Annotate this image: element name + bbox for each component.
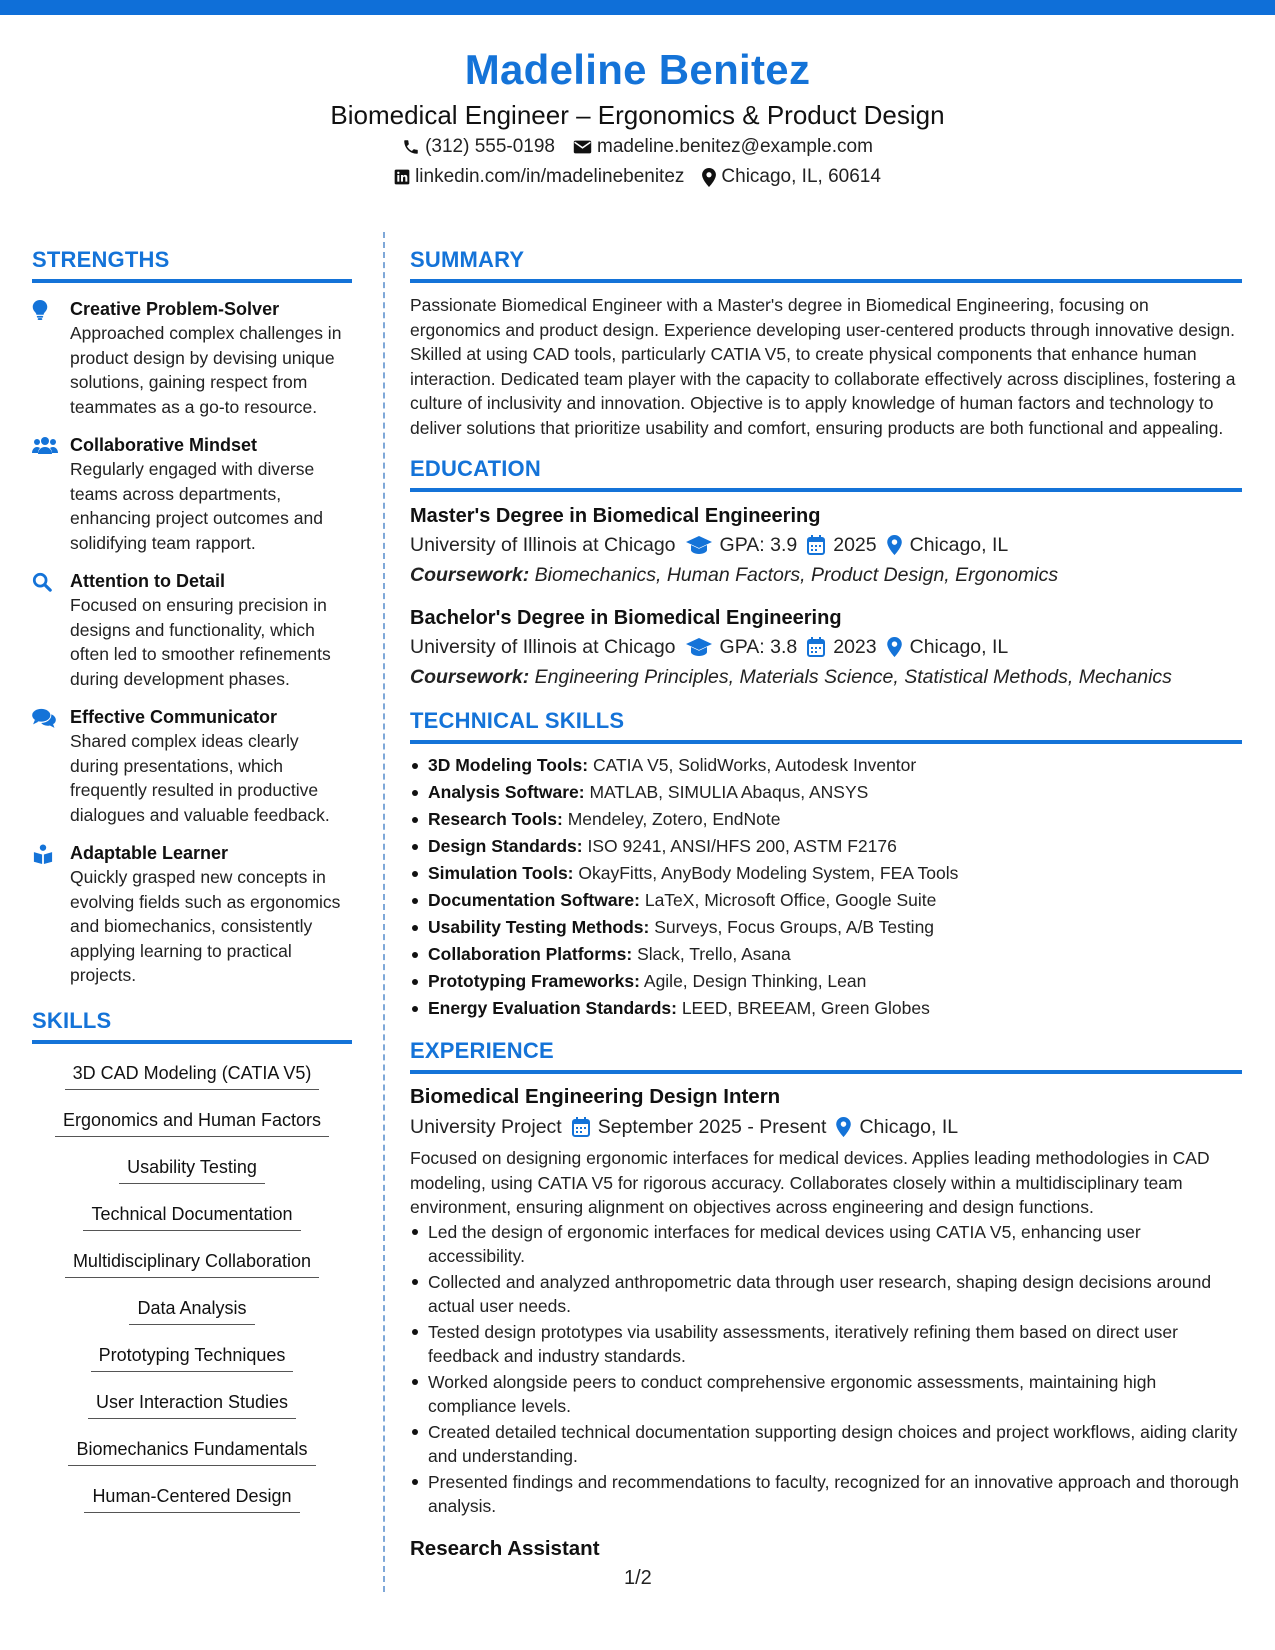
tech-skill-value: MATLAB, SIMULIA Abaqus, ANSYS	[589, 782, 869, 802]
coursework-label: Coursework:	[410, 564, 530, 586]
job-description: Focused on designing ergonomic interfaces for medical devices. Applies leading methodologies in CAD modeling, using CATIA V5 for rigorous accuracy. Collaborates closely within a multidisciplinary team environment, ensuring alignment on objectives across engineering and design functions.	[410, 1148, 1210, 1217]
calendar-icon	[807, 535, 825, 555]
summary-heading: SUMMARY	[410, 245, 1242, 283]
skill-tag: User Interaction Studies	[88, 1385, 296, 1419]
strength-title: Collaborative Mindset	[70, 435, 258, 455]
location-text: Chicago, IL, 60614	[721, 166, 881, 187]
coursework-label: Coursework:	[410, 666, 530, 688]
skill-tag: Usability Testing	[119, 1150, 265, 1184]
linkedin-text[interactable]: linkedin.com/in/madelinebenitez	[415, 166, 685, 187]
tech-skill-value: Slack, Trello, Asana	[637, 944, 791, 964]
strength-title: Adaptable Learner	[70, 843, 229, 863]
strength-desc: Regularly engaged with diverse teams across departments, enhancing project outcomes and solidifying team rapport.	[70, 459, 323, 553]
candidate-name: Madeline Benitez	[464, 46, 811, 93]
job-bullet: Presented findings and recommendations to faculty, recognized for an innovative approach and thorough analysis.	[410, 1470, 1242, 1519]
education-entry	[410, 604, 1242, 692]
contact-line-1	[0, 132, 1275, 162]
education-location: Chicago, IL	[909, 534, 1009, 556]
tech-skill-item	[410, 995, 1242, 1022]
skill-tag: Data Analysis	[129, 1291, 254, 1325]
graduation-cap-icon	[686, 536, 712, 554]
job-title: Biomedical Engineering Design Intern	[410, 1085, 781, 1108]
strength-desc: Focused on ensuring precision in designs and functionality, which often led to smoother refinements during development phases.	[70, 595, 331, 689]
coursework-text: Biomechanics, Human Factors, Product Design, Ergonomics	[534, 564, 1059, 586]
strength-title: Effective Communicator	[70, 707, 278, 727]
tech-skill-label: Usability Testing Methods:	[428, 917, 650, 937]
skills-section	[32, 1006, 352, 1526]
tech-skill-item	[410, 779, 1242, 806]
tech-skill-label: 3D Modeling Tools:	[428, 755, 589, 775]
tech-skill-label: Design Standards:	[428, 836, 583, 856]
strength-desc: Quickly grasped new concepts in evolving fields such as ergonomics and biomechanics, consistently applying learning to practical projects.	[70, 867, 341, 985]
job-meta	[410, 1112, 1242, 1142]
coursework-line	[410, 560, 1242, 590]
degree-title: Master's Degree in Biomedical Engineering	[410, 505, 821, 527]
strength-item	[32, 841, 352, 988]
tech-skill-label: Simulation Tools:	[428, 863, 574, 883]
comments-icon	[32, 708, 56, 728]
technical-skills-list	[410, 752, 1242, 1022]
tech-skill-item	[410, 752, 1242, 779]
contact-linkedin[interactable]	[394, 162, 684, 192]
tech-skill-item	[410, 968, 1242, 995]
tech-skill-label: Analysis Software:	[428, 782, 585, 802]
strength-item	[32, 433, 352, 555]
email-text[interactable]: madeline.benitez@example.com	[597, 136, 873, 157]
year-text: 2025	[833, 534, 877, 556]
envelope-icon	[573, 139, 592, 155]
technical-skills-heading: TECHNICAL SKILLS	[410, 706, 1242, 744]
phone-text: (312) 555-0198	[425, 136, 555, 157]
contact-line-2	[0, 162, 1275, 192]
education-meta	[410, 632, 1242, 662]
skill-tag: Technical Documentation	[83, 1197, 300, 1231]
summary-text: Passionate Biomedical Engineer with a Master's degree in Biomedical Engineering, focusing on ergonomics and product design. Experience developing user-centered products through innovative design. Skilled at using CAD tools, particularly CATIA V5, to create physical components that enhance human interaction. Dedicated team player with the capacity to collaborate effectively across disciplines, fostering a culture of inclusivity and innovation. Objective is to apply knowledge of human factors and technology to deliver solutions that prioritize usability and comfort, ensuring products are both functional and appealing.	[410, 295, 1236, 438]
gpa-text: GPA: 3.9	[719, 534, 798, 556]
tech-skill-item	[410, 860, 1242, 887]
tech-skill-item	[410, 887, 1242, 914]
experience-heading: EXPERIENCE	[410, 1036, 1242, 1074]
job-bullet: Created detailed technical documentation supporting design choices and project workflows, aiding clarity and understanding.	[410, 1420, 1242, 1469]
tech-skill-value: Mendeley, Zotero, EndNote	[567, 809, 781, 829]
skill-tag: Prototyping Techniques	[91, 1338, 294, 1372]
next-job-title: Research Assistant	[410, 1536, 600, 1560]
right-column	[410, 245, 1242, 1564]
resume-header	[0, 42, 1275, 192]
job-org: University Project	[410, 1116, 562, 1138]
tech-skill-item	[410, 941, 1242, 968]
skill-tag: 3D CAD Modeling (CATIA V5)	[65, 1056, 320, 1090]
linkedin-icon	[394, 169, 410, 185]
phone-icon	[402, 138, 420, 156]
education-entry	[410, 502, 1242, 590]
job-bullets	[410, 1220, 1242, 1519]
column-divider	[383, 232, 385, 1592]
tech-skill-label: Prototyping Frameworks:	[428, 971, 640, 991]
contact-location	[702, 162, 881, 192]
tech-skill-label: Documentation Software:	[428, 890, 640, 910]
left-column	[32, 245, 352, 1526]
users-icon	[32, 436, 58, 454]
strength-title: Creative Problem-Solver	[70, 299, 280, 319]
job-location: Chicago, IL	[859, 1116, 959, 1138]
contact-email[interactable]	[573, 132, 873, 162]
strength-desc: Shared complex ideas clearly during presentations, which frequently resulted in productive dialogues and valuable feedback.	[70, 731, 330, 825]
search-icon	[32, 572, 52, 592]
map-marker-icon	[887, 535, 902, 555]
calendar-icon	[807, 637, 825, 657]
coursework-line	[410, 662, 1242, 692]
job-bullet: Collected and analyzed anthropometric data through user research, shaping design decisions around actual user needs.	[410, 1270, 1242, 1319]
tech-skill-item	[410, 806, 1242, 833]
job-bullet: Led the design of ergonomic interfaces for medical devices using CATIA V5, enhancing user accessibility.	[410, 1220, 1242, 1269]
strengths-heading: STRENGTHS	[32, 245, 352, 283]
education-meta	[410, 530, 1242, 560]
top-accent-bar	[0, 0, 1275, 15]
reader-icon	[32, 844, 54, 864]
tech-skill-label: Collaboration Platforms:	[428, 944, 633, 964]
tech-skill-value: CATIA V5, SolidWorks, Autodesk Inventor	[592, 755, 917, 775]
skill-tag: Biomechanics Fundamentals	[68, 1432, 315, 1466]
tech-skill-value: OkayFitts, AnyBody Modeling System, FEA Tools	[578, 863, 959, 883]
calendar-icon	[572, 1117, 590, 1137]
job-dates: September 2025 - Present	[597, 1116, 827, 1138]
map-marker-icon	[836, 1117, 851, 1137]
tech-skill-value: Surveys, Focus Groups, A/B Testing	[654, 917, 935, 937]
coursework-text: Engineering Principles, Materials Science, Statistical Methods, Mechanics	[534, 666, 1172, 688]
lightbulb-icon	[32, 300, 48, 320]
education-heading: EDUCATION	[410, 454, 1242, 492]
tech-skill-item	[410, 833, 1242, 860]
tech-skill-value: Agile, Design Thinking, Lean	[643, 971, 867, 991]
map-marker-icon	[887, 637, 902, 657]
year-text: 2023	[833, 636, 877, 658]
graduation-cap-icon	[686, 638, 712, 656]
tech-skill-value: LEED, BREEAM, Green Globes	[681, 998, 930, 1018]
tech-skill-label: Research Tools:	[428, 809, 563, 829]
contact-phone	[402, 132, 555, 162]
tech-skill-value: ISO 9241, ANSI/HFS 200, ASTM F2176	[587, 836, 897, 856]
technical-skills-section	[410, 706, 1242, 1022]
tech-skill-value: LaTeX, Microsoft Office, Google Suite	[644, 890, 937, 910]
education-location: Chicago, IL	[909, 636, 1009, 658]
strength-title: Attention to Detail	[70, 571, 225, 591]
school-name: University of Illinois at Chicago	[410, 636, 676, 658]
strength-item	[32, 705, 352, 827]
candidate-tagline: Biomedical Engineer – Ergonomics & Product Design	[330, 100, 945, 130]
strength-item	[32, 297, 352, 419]
tech-skill-item	[410, 914, 1242, 941]
skills-heading: SKILLS	[32, 1006, 352, 1044]
map-marker-icon	[702, 168, 716, 187]
skill-list	[32, 1056, 352, 1526]
skill-tag: Human-Centered Design	[84, 1479, 299, 1513]
tech-skill-label: Energy Evaluation Standards:	[428, 998, 677, 1018]
experience-section	[410, 1036, 1242, 1564]
page-number: 1/2	[624, 1567, 652, 1589]
degree-title: Bachelor's Degree in Biomedical Engineering	[410, 607, 842, 629]
job-bullet: Tested design prototypes via usability assessments, iteratively refining them based on direct user feedback and industry standards.	[410, 1320, 1242, 1369]
school-name: University of Illinois at Chicago	[410, 534, 676, 556]
skill-tag: Multidisciplinary Collaboration	[65, 1244, 319, 1278]
job-bullet: Worked alongside peers to conduct comprehensive ergonomic assessments, maintaining high compliance levels.	[410, 1370, 1242, 1419]
skill-tag: Ergonomics and Human Factors	[55, 1103, 329, 1137]
strength-item	[32, 569, 352, 691]
gpa-text: GPA: 3.8	[719, 636, 798, 658]
strength-desc: Approached complex challenges in product design by devising unique solutions, gaining respect from teammates as a go-to resource.	[70, 323, 342, 417]
